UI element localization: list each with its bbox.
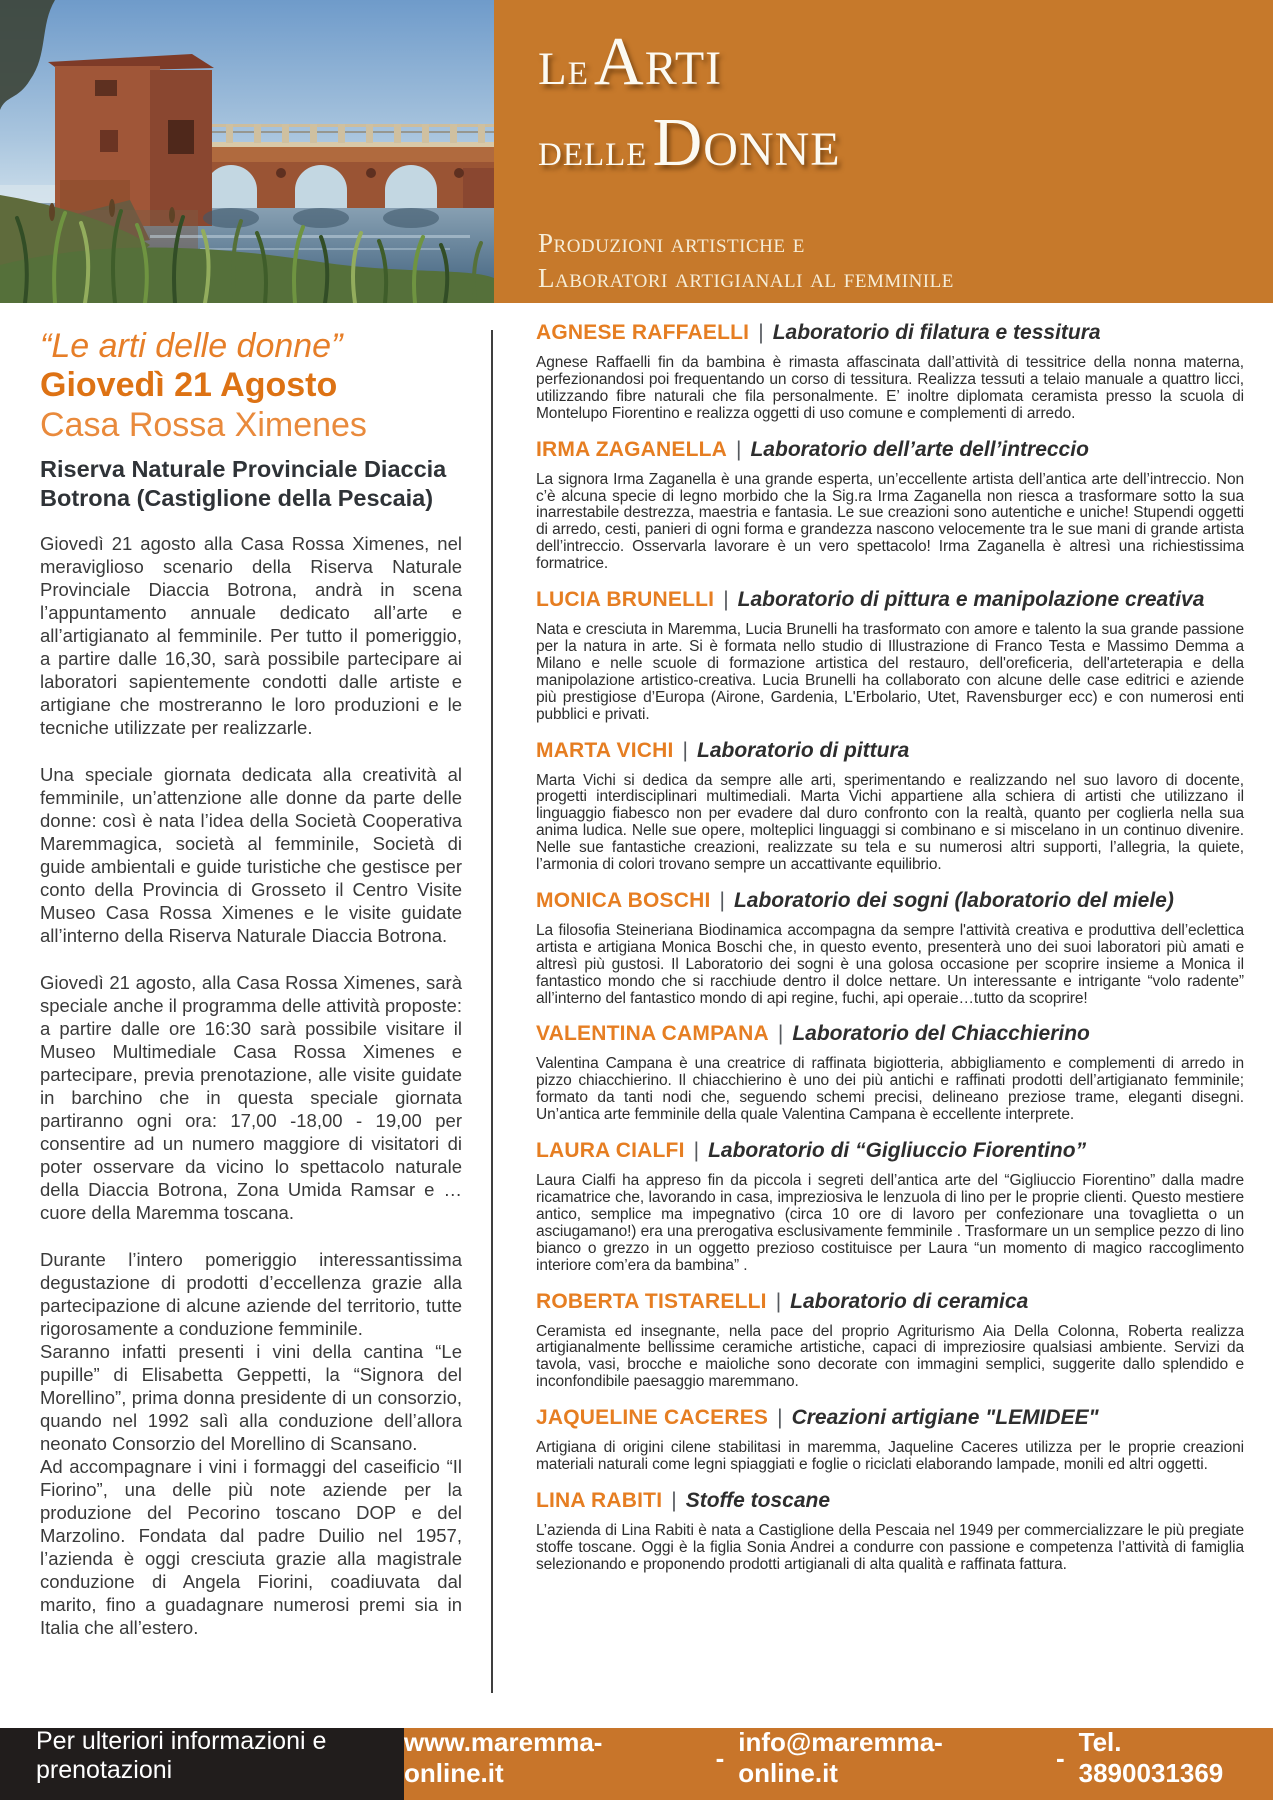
artisan-lab-title: Stoffe toscane: [685, 1488, 831, 1512]
event-paragraph: Saranno infatti presenti i vini della cantina “Le pupille” di Elisabetta Geppetti, la “Signora del Morellino”, prima donna presidente di un consorzio, quando nel 1992 salì alla conduzione dell’allora neonato Consorzio del Morellino di Scansano.: [40, 1341, 462, 1454]
artisan-heading: [536, 573, 1244, 612]
event-paragraph: Durante l’intero pomeriggio interessantissima degustazione di prodotti d’eccellenza grazie alla partecipazione di alcune aziende del territorio, tutte rigorosamente a conduzione femminile.: [40, 1249, 462, 1339]
artisan-section: [536, 1275, 1244, 1392]
heading-separator: |: [693, 1139, 700, 1163]
artisan-name: MONICA BOSCHI: [536, 888, 711, 912]
artisan-heading: [536, 1124, 1244, 1163]
artisan-lab-title: Laboratorio di pittura: [697, 738, 910, 762]
artisan-description: Artigiana di origini cilene stabilitasi in maremma, Jaqueline Caceres utilizza per le proprie creazioni materiali naturali come legni spiaggiati e foglie o riciclati elaborando lampade, monili ed altri oggetti.: [536, 1439, 1244, 1474]
event-paragraph: Giovedì 21 agosto alla Casa Rossa Ximenes, nel meraviglioso scenario della Riserva Naturale Provinciale Diaccia Botrona, andrà in scena l’appuntamento annuale dedicato all’arte e all’artigianato al femminile. Per tutto il pomeriggio, a partire dalle 16,30, sarà possibile partecipare ai laboratori sapientemente condotti dalle artiste e artigiane che mostreranno le loro produzioni e le tecniche utilizzate per realizzarle.: [40, 533, 462, 738]
footer-band: [0, 1728, 1273, 1800]
artisan-name: ROBERTA TISTARELLI: [536, 1289, 767, 1313]
artisan-heading: [536, 321, 1244, 345]
artisan-heading: [536, 1391, 1244, 1430]
heading-separator: |: [719, 888, 725, 912]
heading-separator: |: [758, 321, 764, 344]
artisan-name: AGNESE RAFFAELLI: [536, 321, 750, 344]
artisan-description: Agnese Raffaelli fin da bambina è rimasta affascinata dall’attività di tessitrice della nonna materna, perfezionandosi poi frequentando un corso di tessitura. Realizza tessuti a telaio manuale a quattro licci, utilizzando fibre naturali che fila personalmente. E’ inoltre diplomata ceramista presso la scuola di Montelupo Fiorentino e realizza oggetti di uso comune e complementi di arredo.: [536, 354, 1244, 422]
event-paragraph: Una speciale giornata dedicata alla creatività al femminile, un’attenzione alle donne da parte delle donne: così è nata l’idea della Società Cooperativa Maremmagica, società al femminile, Società di guide ambientali e guide turistiche che gestisce per conto della Provincia di Grosseto il Centro Visite Museo Casa Rossa Ximenes e le visite guidate all’interno della Riserva Naturale Diaccia Botrona.: [40, 764, 462, 946]
artisan-section: [536, 1474, 1244, 1574]
venue-line-2: Botrona (Castiglione della Pescaia): [40, 485, 434, 511]
artisan-name: LUCIA BRUNELLI: [536, 588, 715, 612]
title-line-1: Le Arti: [538, 23, 723, 99]
artisan-heading: [536, 724, 1244, 763]
artisan-lab-title: Laboratorio di filatura e tessitura: [772, 321, 1101, 344]
footer-dash: -: [1055, 1742, 1065, 1773]
footer-dash: -: [715, 1742, 725, 1773]
artisan-lab-title: Laboratorio dei sogni (laboratorio del miele): [733, 888, 1174, 912]
page-subtitle: [538, 226, 1253, 296]
footer-email-link[interactable]: info@maremma-online.it: [738, 1727, 943, 1788]
footer-website-link[interactable]: www.maremma-online.it: [404, 1727, 603, 1788]
artisan-lab-title: Laboratorio di ceramica: [790, 1289, 1029, 1313]
venue-line-1: Riserva Naturale Provinciale Diaccia: [40, 456, 447, 482]
event-date: Giovedì 21 Agosto: [40, 366, 338, 404]
artisan-description: La filosofia Steineriana Biodinamica accompagna da sempre l'attività creativa e produttiva dell’eclettica artista e artigiana Monica Boschi che, in questo evento, presenterà uno dei suoi laboratori più amati e altresì più gustosi. Il Laboratorio dei sogni è una golosa occasione per scoprire insieme a Monica il fantastico mondo che si racchiude dentro il dolce nettare. Un interessante e intrigante “volo radente” all’interno del fantastico mondo di api regine, fuchi, api operaie…tutto da scoprire!: [536, 921, 1244, 1007]
artisan-name: JAQUELINE CACERES: [536, 1406, 769, 1430]
artisan-section: [536, 1007, 1244, 1124]
footer-phone: Tel. 3890031369: [1078, 1727, 1224, 1788]
footer-info-text: Per ulteriori informazioni e prenotazioni: [36, 1727, 327, 1784]
artisan-description: L’azienda di Lina Rabiti è nata a Castiglione della Pescaia nel 1949 per commercializzare le più pregiate stoffe toscane. Oggi è la figlia Sonia Andrei a condurre con passione e competenza l’attività di famiglia selezionando e proponendo prodotti artigianali di alta qualità e raffinata fattura.: [536, 1521, 1244, 1573]
artisan-description: Valentina Campana è una creatrice di raffinata bigiotteria, abbigliamento e complementi di arredo in pizzo chiacchierino. Il chiacchierino è uno dei più antichi e raffinati prodotti dell’artigianato femminile; formato da tanti nodi che, seguendo schemi precisi, delineano preziose trame, eleganti disegni. Un’antica arte femminile della quale Valentina Campana è eccellente interprete.: [536, 1055, 1244, 1124]
casa-rossa-ximenes-photo: [0, 0, 494, 303]
artisan-section: [536, 321, 1244, 423]
artisans-column: [536, 321, 1244, 1574]
heading-separator: |: [671, 1488, 677, 1512]
artisan-name: MARTA VICHI: [536, 738, 674, 762]
artisan-heading: [536, 874, 1244, 913]
subtitle-line-2: Laboratori artigianali al femminile: [538, 263, 954, 293]
artisan-heading: [536, 1007, 1244, 1046]
artisan-section: [536, 874, 1244, 1008]
artisan-lab-title: Laboratorio del Chiacchierino: [792, 1022, 1090, 1046]
subtitle-line-1: Produzioni artistiche e: [538, 228, 805, 258]
artisan-lab-title: Laboratorio di pittura e manipolazione creativa: [737, 588, 1205, 612]
artisan-section: [536, 1124, 1244, 1274]
artisan-lab-title: Creazioni artigiane "LEMIDEE": [791, 1406, 1099, 1430]
artisan-lab-title: Laboratorio dell’arte dell’intreccio: [750, 437, 1089, 461]
artisan-name: VALENTINA CAMPANA: [536, 1022, 769, 1046]
event-paragraph: Ad accompagnare i vini i formaggi del caseificio “Il Fiorino”, una delle più note aziende per la produzione del Pecorino toscano DOP e del Marzolino. Fondata dal padre Duilio nel 1957, l’azienda è oggi cresciuta grazie alla magistrale conduzione di Angela Fiorini, coadiuvata dal marito, fino a guadagnare numerosi premi sia in Italia che all’estero.: [40, 1456, 462, 1638]
event-location: Casa Rossa Ximenes: [40, 406, 367, 444]
artisan-name: LINA RABITI: [536, 1488, 663, 1512]
artisan-description: Marta Vichi si dedica da sempre alle arti, sperimentando e realizzando nel suo lavoro di docente, progetti interdisciplinari multimediali. Marta Vichi appartiene alla schiera di artisti che utilizzano il linguaggio fiabesco non per evadere dal duro confronto con la realtà, quanto per coglierla nella sua anima ludica. Nelle sue opere, molteplici linguaggi si combinano e si miscelano in un continuo divenire. Nelle sue fantastiche creazioni, realizzate su tela e su numerosi altri supporti, l’allegria, la quiete, l’armonia di colori trovano sempre un accattivante equilibrio.: [536, 771, 1244, 874]
title-panel: [494, 0, 1273, 303]
artisan-description: Laura Cialfi ha appreso fin da piccola i segreti dell’antica arte del “Gigliuccio Fiorentino” dalla madre ricamatrice che, lavorando in casa, impreziosiva le lenzuola di lino per le proprie clienti. Questo mestiere antico, semplice ma impegnativo (circa 10 ore di lavoro per confezionare una tovaglietta o un asciugamano!) era una prerogativa esclusivamente femminile . Trasformare un un semplice pezzo di lino bianco o grezzo in un oggetto prezioso costituisce per Laura “un momento di magico raccoglimento interiore com’era da bambina” .: [536, 1172, 1244, 1274]
artisan-name: IRMA ZAGANELLA: [536, 437, 728, 461]
footer-contact-bar: [404, 1728, 1273, 1800]
heading-separator: |: [775, 1289, 782, 1313]
title-line-2: delle Donne: [538, 104, 841, 180]
artisan-section: [536, 1391, 1244, 1474]
header-band: [0, 0, 1273, 303]
main-content: [0, 303, 1273, 1728]
photo-illustration: [0, 0, 494, 303]
artisan-description: Nata e cresciuta in Maremma, Lucia Brunelli ha trasformato con amore e talento la sua grande passione per la natura in arte. Si è formata nello studio di Illustrazione di Franco Testa e Massimo Demma a Milano e nelle scuole di formazione artistica del restauro, dell'oreficeria, dell'arteterapia e della manipolazione artistico-creativa. Lucia Brunelli ha collaborato con alcune delle case editrici e aziende più prestigiose d’Europa (Airone, Gardenia, L'Erbolario, Utet, Ravensburger ecc) e con numerosi enti pubblici e privati.: [536, 621, 1244, 723]
heading-separator: |: [736, 437, 742, 461]
artisan-heading: [536, 1474, 1244, 1513]
artisan-section: [536, 573, 1244, 723]
artisan-description: Ceramista ed insegnante, nella pace del proprio Agriturismo Aia Della Colonna, Roberta realizza artigianalmente bellissime ceramiche artistiche, capaci di impreziosire qualsiasi ambiente. Servizi da tavola, vasi, brocche e maioliche sono decorate con immagini semplici, suggerite dallo splendido e inconfondibile paesaggio maremmano.: [536, 1322, 1244, 1391]
footer-info-bar: [0, 1728, 404, 1800]
event-quote: “Le arti delle donne”: [40, 327, 343, 365]
event-column: [40, 327, 462, 1639]
artisan-section: [536, 423, 1244, 573]
artisan-description: La signora Irma Zaganella è una grande esperta, un’eccellente artista dell’antica arte dell’intreccio. Non c’è alcuna specie di legno morbido che la Sig.ra Irma Zaganella non riesca a trasformare sotto la sua inarrestabile destrezza, maestria e fantasia. Le sue creazioni sono autentiche e uniche! Stupendi oggetti di arredo, cesti, panieri di ogni forma e grandezza nascono velocemente tra le sue mani di grande artista dell’intreccio. Osservarla lavorare è un vero spettacolo! Irma Zaganella è altresì una richiestissima formatrice.: [536, 470, 1244, 573]
event-paragraph: Giovedì 21 agosto, alla Casa Rossa Ximenes, sarà speciale anche il programma delle attività proposte: a partire dalle ore 16:30 sarà possibile visitare il Museo Multimediale Casa Rossa Ximenes e partecipare, previa prenotazione, alle visite guidate in barchino che in questa speciale giornata partiranno ogni ora: 17,00 -18,00 - 19,00 per consentire ad un numero maggiore di visitatori di poter osservare da vicino lo spettacolo naturale della Diaccia Botrona, Zona Umida Ramsar e …cuore della Maremma toscana.: [40, 972, 462, 1223]
page-title: [538, 23, 1253, 192]
heading-separator: |: [682, 738, 688, 762]
heading-separator: |: [723, 588, 729, 612]
heading-separator: |: [777, 1406, 783, 1430]
column-divider: [491, 330, 493, 1693]
artisan-heading: [536, 423, 1244, 462]
artisan-heading: [536, 1275, 1244, 1314]
artisan-section: [536, 724, 1244, 874]
artisan-name: LAURA CIALFI: [536, 1139, 685, 1163]
artisan-lab-title: Laboratorio di “Gigliuccio Fiorentino”: [708, 1139, 1087, 1163]
event-venue: [40, 455, 462, 513]
heading-separator: |: [777, 1022, 784, 1046]
